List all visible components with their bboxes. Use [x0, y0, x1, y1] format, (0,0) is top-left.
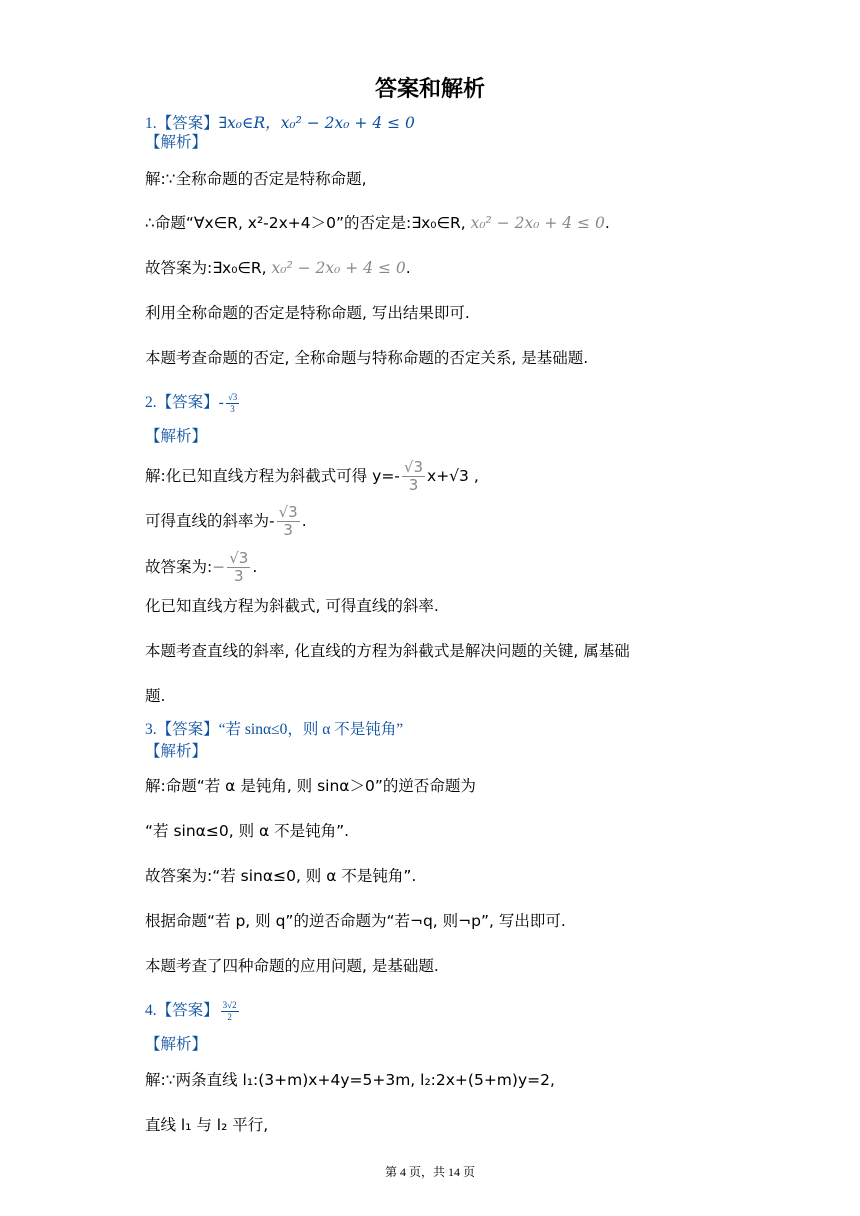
q2-line1-suffix: x+√3 ,	[427, 467, 479, 485]
q2-analysis-tag: 【解析】	[145, 428, 208, 445]
q2-line3-sign: −	[212, 558, 226, 576]
q2-line2-text: 可得直线的斜率为-	[145, 512, 275, 530]
q2-label: 2.【答案】	[145, 394, 219, 412]
q2-line1-fraction	[402, 460, 425, 493]
q3-line2: “若 sinα≤0, 则 α 不是钝角”.	[145, 822, 350, 840]
q2-line1	[145, 460, 479, 493]
q4-answer-num: 3√2	[222, 1000, 237, 1010]
frac-num: √3	[403, 458, 424, 476]
q1-line1: 解:∵全称命题的否定是特称命题,	[145, 170, 367, 188]
q3-label: 3.【答案】	[145, 721, 219, 738]
q2-line2: 可得直线的斜率为- $\frac{√3}{3}$ .	[145, 503, 307, 539]
q3-line4: 根据命题“若 p, 则 q”的逆否命题为“若¬q, 则¬p”, 写出即可.	[145, 912, 566, 930]
page-footer: 第 4 页，共 14 页	[384, 1165, 475, 1179]
q2-line1-text: 解:化已知直线方程为斜截式可得 y=-	[145, 467, 400, 485]
q1-line3-formula: x₀² − 2x₀ + 4 ≤ 0	[271, 259, 406, 277]
q1-answer: ∃x₀∈R，x₀² − 2x₀ + 4 ≤ 0	[218, 114, 415, 132]
q2-answer-sign: -	[218, 394, 224, 412]
q4-label: 4.【答案】	[145, 1002, 219, 1020]
q4-analysis-tag: 【解析】	[145, 1036, 208, 1053]
q3-analysis-tag: 【解析】	[145, 743, 208, 760]
q2-answer-line	[145, 393, 241, 414]
q1-line4: 利用全称命题的否定是特称命题, 写出结果即可.	[145, 304, 470, 322]
frac-den: 3	[408, 476, 419, 494]
q2-answer-den: 3	[230, 404, 235, 414]
q3-line1: 解:命题“若 α 是钝角, 则 sinα＞0”的逆否命题为	[145, 777, 476, 795]
q3-answer: “若 sinα≤0，则 α 不是钝角”	[218, 721, 404, 738]
q2-line5: 本题考查直线的斜率, 化直线的方程为斜截式是解决问题的关键, 属基础	[145, 642, 630, 660]
q1-line2-formula: x₀² − 2x₀ + 4 ≤ 0	[470, 214, 605, 232]
frac-den: 3	[283, 521, 293, 539]
q1-answer-line	[145, 113, 415, 134]
q2-line4: 化已知直线方程为斜截式, 可得直线的斜率.	[145, 597, 439, 615]
frac-den: 3	[234, 567, 244, 585]
q4-answer-fraction	[221, 1001, 239, 1022]
q1-label: 1.【答案】	[145, 115, 219, 132]
q3-line5: 本题考查了四种命题的应用问题, 是基础题.	[145, 957, 439, 975]
q2-line6: 题.	[145, 687, 166, 705]
q4-answer-den: 2	[227, 1012, 232, 1022]
frac-num: √3	[278, 503, 298, 521]
q1-line2: ∴命题“∀x∈R, x²-2x+4＞0”的否定是:∃x₀∈R, x₀² − 2x₀ + 4 ≤ 0.	[145, 214, 610, 232]
q2-line3-fraction	[227, 551, 250, 584]
q1-line3-text: 故答案为:∃x₀∈R,	[145, 259, 267, 277]
q2-answer-num: √3	[227, 392, 238, 402]
q1-line2-text: ∴命题“∀x∈R, x²-2x+4＞0”的否定是:∃x₀∈R,	[145, 214, 466, 232]
q1-line3: 故答案为:∃x₀∈R, x₀² − 2x₀ + 4 ≤ 0.	[145, 259, 411, 277]
page-title: 答案和解析	[374, 77, 485, 102]
q2-line2-fraction	[277, 505, 300, 538]
q3-line3: 故答案为:“若 sinα≤0, 则 α 不是钝角”.	[145, 867, 417, 885]
frac-num: √3	[229, 549, 249, 567]
q1-analysis-tag: 【解析】	[145, 134, 208, 151]
q3-answer-line	[145, 720, 403, 740]
q4-line2: 直线 l₁ 与 l₂ 平行,	[145, 1116, 269, 1134]
q1-line5: 本题考查命题的否定, 全称命题与特称命题的否定关系, 是基础题.	[145, 349, 589, 367]
q4-line1: 解:∵两条直线 l₁:(3+m)x+4y=5+3m, l₂:2x+(5+m)y=2,	[145, 1071, 555, 1089]
q2-line3: 故答案为:− $\frac{√3}{3}$ .	[145, 549, 258, 585]
q2-answer-fraction	[226, 393, 239, 414]
q4-answer-line	[145, 1001, 241, 1022]
q2-line3-text: 故答案为:	[145, 558, 213, 576]
